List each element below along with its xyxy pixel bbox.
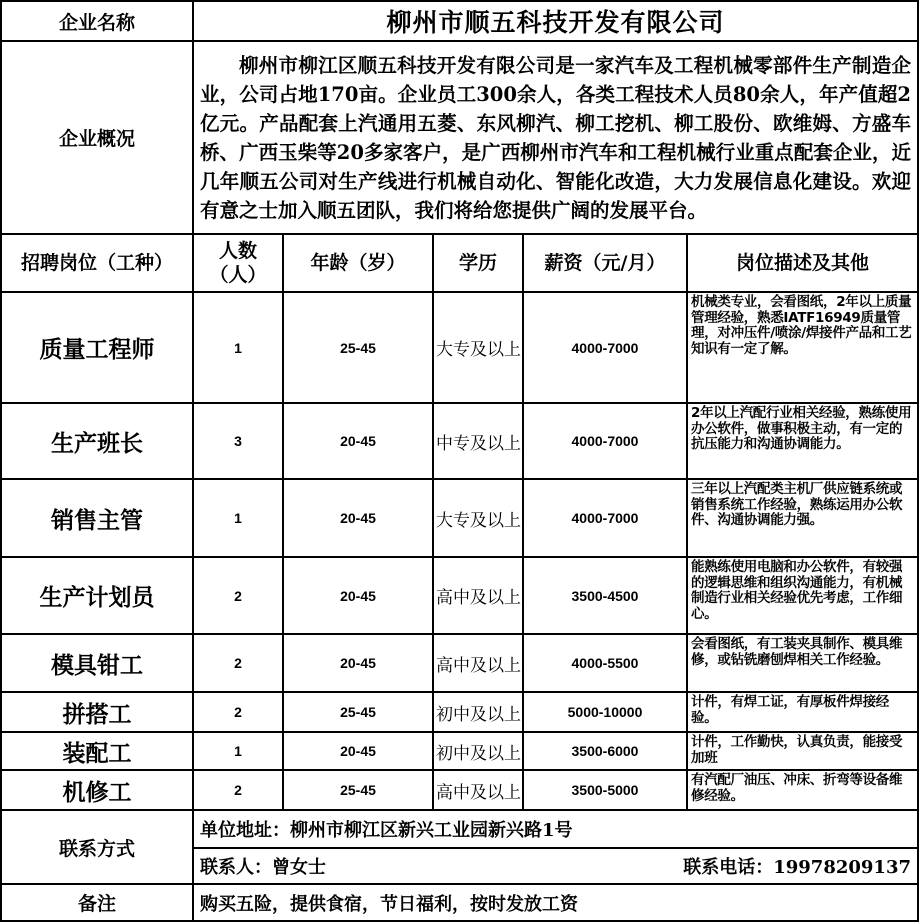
job-count: 1 <box>193 292 283 403</box>
job-salary: 4000-5500 <box>523 634 687 692</box>
job-description: 计件，有焊工证，有厚板件焊接经验。 <box>687 692 918 732</box>
job-education: 初中及以上 <box>433 732 523 770</box>
job-title: 拼搭工 <box>1 692 193 732</box>
education-header: 学历 <box>433 234 523 292</box>
contact-person-cell <box>193 848 918 884</box>
company-name-label: 企业名称 <box>1 1 193 41</box>
job-education: 中专及以上 <box>433 403 523 479</box>
job-description: 能熟练使用电脑和办公软件，有较强的逻辑思维和组织沟通能力，有机械制造行业相关经验优先考虑，工作细心。 <box>687 557 918 634</box>
job-row <box>1 557 918 634</box>
job-description: 有汽配厂油压、冲床、折弯等设备维修经验。 <box>687 770 918 810</box>
job-description: 2年以上汽配行业相关经验，熟练使用办公软件，做事积极主动，有一定的抗压能力和沟通协调能力。 <box>687 403 918 479</box>
job-row <box>1 479 918 557</box>
job-salary: 4000-7000 <box>523 403 687 479</box>
overview-label: 企业概况 <box>1 41 193 234</box>
age-header: 年龄（岁） <box>283 234 433 292</box>
job-description: 计件，工作勤快，认真负责，能接受加班 <box>687 732 918 770</box>
job-salary: 4000-7000 <box>523 479 687 557</box>
job-count: 1 <box>193 479 283 557</box>
job-age: 20-45 <box>283 479 433 557</box>
job-age: 25-45 <box>283 770 433 810</box>
job-row <box>1 692 918 732</box>
job-salary: 5000-10000 <box>523 692 687 732</box>
description-header: 岗位描述及其他 <box>687 234 918 292</box>
job-row <box>1 770 918 810</box>
job-title: 生产计划员 <box>1 557 193 634</box>
job-description: 会看图纸，有工装夹具制作、模具维修，或钻铣磨刨焊相关工作经验。 <box>687 634 918 692</box>
salary-header: 薪资（元/月） <box>523 234 687 292</box>
job-count: 2 <box>193 770 283 810</box>
job-education: 高中及以上 <box>433 770 523 810</box>
job-title: 装配工 <box>1 732 193 770</box>
contact-address: 单位地址：柳州市柳江区新兴工业园新兴路1号 <box>193 810 918 848</box>
contact-phone: 联系电话：19978209137 <box>683 857 912 878</box>
job-row <box>1 292 918 403</box>
job-salary: 4000-7000 <box>523 292 687 403</box>
job-row <box>1 403 918 479</box>
job-salary: 3500-5000 <box>523 770 687 810</box>
job-title: 质量工程师 <box>1 292 193 403</box>
contact-label: 联系方式 <box>1 810 193 884</box>
job-description: 机械类专业，会看图纸，2年以上质量管理经验，熟悉IATF16949质量管理，对冲压件/喷涂/焊接件产品和工艺知识有一定了解。 <box>687 292 918 403</box>
job-row <box>1 732 918 770</box>
job-title: 生产班长 <box>1 403 193 479</box>
job-salary: 3500-6000 <box>523 732 687 770</box>
column-header-row <box>1 234 918 292</box>
remarks-row <box>1 884 918 921</box>
job-row <box>1 634 918 692</box>
job-education: 高中及以上 <box>433 557 523 634</box>
job-age: 20-45 <box>283 634 433 692</box>
job-salary: 3500-4500 <box>523 557 687 634</box>
overview-text-cell <box>193 41 918 234</box>
count-header-line1: 人数 <box>218 240 257 262</box>
job-title: 销售主管 <box>1 479 193 557</box>
job-education: 初中及以上 <box>433 692 523 732</box>
job-count: 2 <box>193 634 283 692</box>
count-header <box>193 234 283 292</box>
job-count: 1 <box>193 732 283 770</box>
job-age: 25-45 <box>283 692 433 732</box>
job-count: 2 <box>193 557 283 634</box>
job-age: 20-45 <box>283 403 433 479</box>
count-header-line2: （人） <box>209 264 267 286</box>
job-education: 大专及以上 <box>433 292 523 403</box>
job-title: 模具钳工 <box>1 634 193 692</box>
job-count: 3 <box>193 403 283 479</box>
job-count: 2 <box>193 692 283 732</box>
company-row <box>1 1 918 41</box>
overview-text: 柳州市柳江区顺五科技开发有限公司是一家汽车及工程机械零部件生产制造企业，公司占地170亩。企业员工300余人，各类工程技术人员80余人，年产值超2亿元。产品配套上汽通用五菱、东风柳汽、柳工挖机、柳工股份、欧维姆、方盛车桥、广西玉柴等20多家客户，是广西柳州市汽车和工程机械行业重点配套企业，近几年顺五公司对生产线进行机械自动化、智能化改造，大力发展信息化建设。欢迎有意之士加入顺五团队，我们将给您提供广阔的发展平台。 <box>200 53 912 222</box>
contact-person: 联系人：曾女士 <box>200 857 326 878</box>
job-description: 三年以上汽配类主机厂供应链系统或销售系统工作经验，熟练运用办公软件、沟通协调能力强。 <box>687 479 918 557</box>
contact-address-row <box>1 810 918 848</box>
overview-row <box>1 41 918 234</box>
job-age: 25-45 <box>283 292 433 403</box>
remarks-label: 备注 <box>1 884 193 921</box>
remarks-text: 购买五险，提供食宿，节日福利，按时发放工资 <box>193 884 918 921</box>
job-title: 机修工 <box>1 770 193 810</box>
job-age: 20-45 <box>283 732 433 770</box>
position-header: 招聘岗位（工种） <box>1 234 193 292</box>
job-education: 大专及以上 <box>433 479 523 557</box>
job-education: 高中及以上 <box>433 634 523 692</box>
job-age: 20-45 <box>283 557 433 634</box>
company-name: 柳州市顺五科技开发有限公司 <box>193 1 918 41</box>
